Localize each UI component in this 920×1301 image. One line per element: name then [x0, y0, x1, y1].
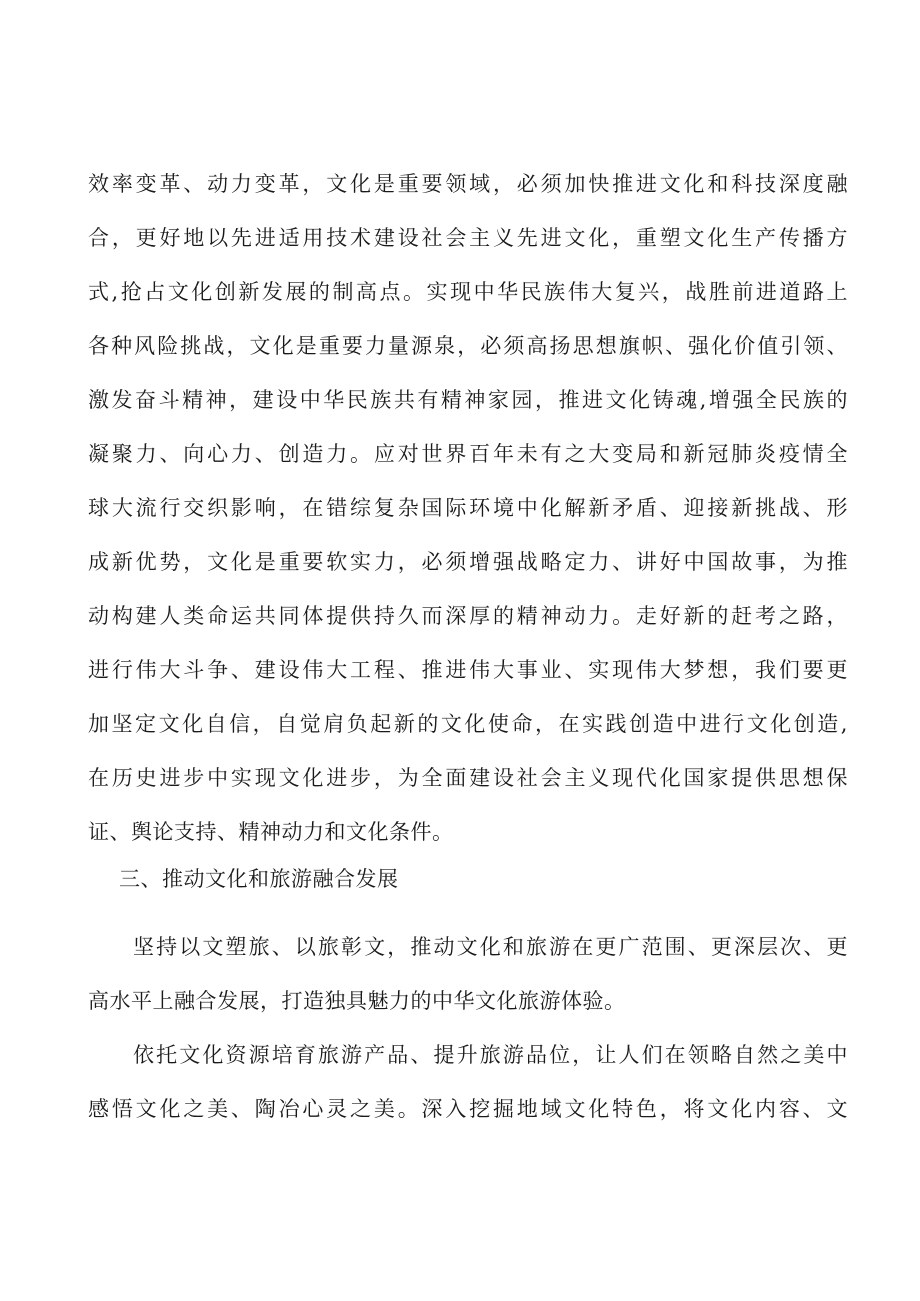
text-line: 球大流行交织影响，在错综复杂国际环境中化解新矛盾、迎接新挑战、形 [88, 496, 848, 520]
text-line: 依托文化资源培育旅游产品、提升旅游品位，让人们在领略自然之美中 [133, 1043, 848, 1067]
text-line: 坚持以文塑旅、以旅彰文，推动文化和旅游在更广范围、更深层次、更 [133, 935, 848, 959]
text-line: 激发奋斗精神，建设中华民族共有精神家园，推进文化铸魂,增强全民族的 [88, 388, 848, 412]
text-line: 加坚定文化自信，自觉肩负起新的文化使命，在实践创造中进行文化创造, [88, 712, 848, 736]
text-line: 合，更好地以先进适用技术建设社会主义先进文化，重塑文化生产传播方 [88, 226, 848, 250]
text-line: 凝聚力、向心力、创造力。应对世界百年未有之大变局和新冠肺炎疫情全 [88, 442, 848, 466]
text-line: 证、舆论支持、精神动力和文化条件。 [88, 820, 454, 844]
text-line: 感悟文化之美、陶冶心灵之美。深入挖掘地域文化特色，将文化内容、文 [88, 1097, 848, 1121]
text-line: 效率变革、动力变革，文化是重要领域，必须加快推进文化和科技深度融 [88, 172, 848, 196]
text-line: 高水平上融合发展，打造独具魅力的中华文化旅游体验。 [88, 989, 626, 1013]
text-line: 成新优势，文化是重要软实力，必须增强战略定力、讲好中国故事，为推 [88, 550, 848, 574]
section-heading: 三、推动文化和旅游融合发展 [119, 867, 399, 891]
text-line: 各种风险挑战，文化是重要力量源泉，必须高扬思想旗帜、强化价值引领、 [88, 334, 848, 358]
text-line: 动构建人类命运共同体提供持久而深厚的精神动力。走好新的赶考之路， [88, 604, 848, 628]
text-line: 在历史进步中实现文化进步，为全面建设社会主义现代化国家提供思想保 [88, 766, 848, 790]
text-line: 进行伟大斗争、建设伟大工程、推进伟大事业、实现伟大梦想，我们要更 [88, 658, 848, 682]
text-line: 式,抢占文化创新发展的制高点。实现中华民族伟大复兴，战胜前进道路上 [88, 280, 848, 304]
